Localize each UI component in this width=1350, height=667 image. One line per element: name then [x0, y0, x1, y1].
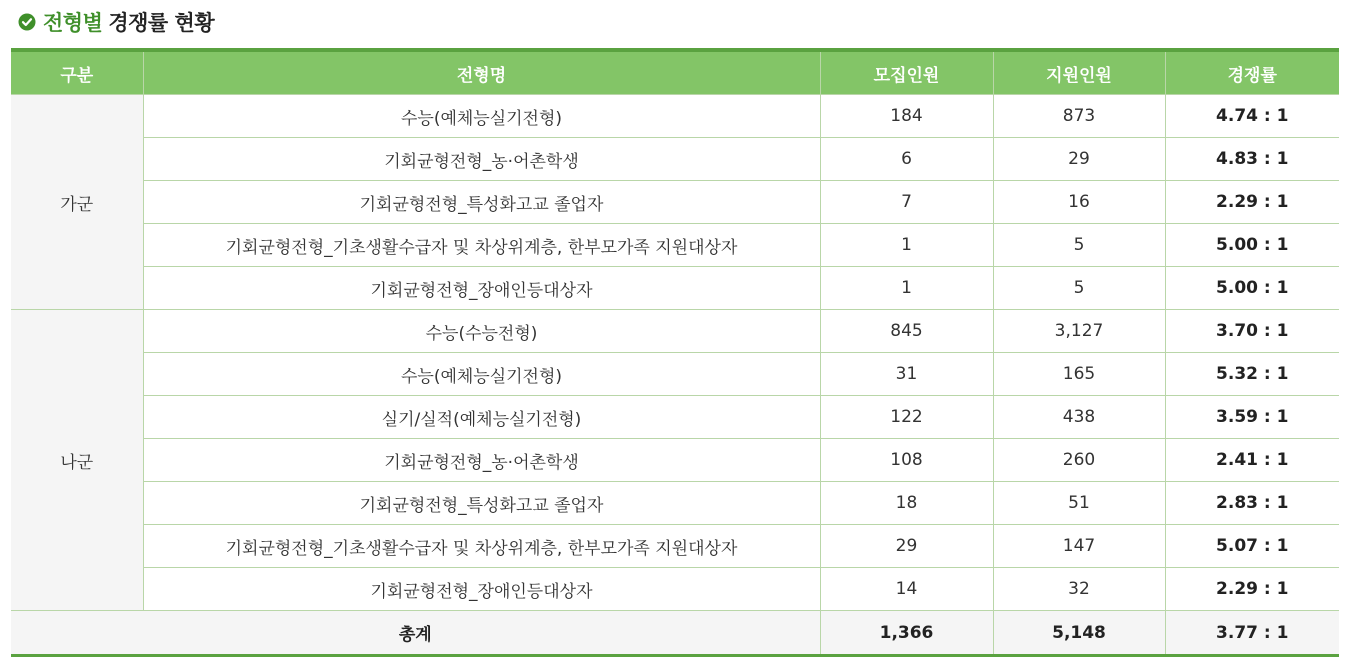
competition-rate-cell: 2.83 : 1: [1165, 482, 1339, 525]
competition-rate-cell: 5.00 : 1: [1165, 267, 1339, 310]
competition-rate-cell: 4.74 : 1: [1165, 95, 1339, 138]
recruit-count-cell: 845: [820, 310, 993, 353]
page-title-text: 경쟁률 현황: [108, 11, 215, 35]
column-header-recruit-count: 모집인원: [820, 50, 993, 95]
table-row: [11, 267, 1339, 310]
table-row: [11, 181, 1339, 224]
applicant-count-cell: 147: [993, 525, 1165, 568]
table-row: [11, 95, 1339, 138]
admission-type-cell: 실기/실적(예체능실기전형): [143, 396, 820, 439]
total-label: 총계: [11, 611, 820, 656]
applicant-count-cell: 165: [993, 353, 1165, 396]
competition-rate-cell: 3.70 : 1: [1165, 310, 1339, 353]
competition-rate-cell: 5.32 : 1: [1165, 353, 1339, 396]
competition-table: [11, 48, 1339, 657]
table-row: [11, 310, 1339, 353]
recruit-count-cell: 1: [820, 224, 993, 267]
recruit-count-cell: 1: [820, 267, 993, 310]
table-footer: [11, 611, 1339, 656]
competition-rate-cell: 2.41 : 1: [1165, 439, 1339, 482]
recruit-count-cell: 18: [820, 482, 993, 525]
recruit-count-cell: 122: [820, 396, 993, 439]
total-rate: 3.77 : 1: [1165, 611, 1339, 656]
recruit-count-cell: 7: [820, 181, 993, 224]
column-header-admission-type: 전형명: [143, 50, 820, 95]
total-applicants: 5,148: [993, 611, 1165, 656]
competition-rate-cell: 3.59 : 1: [1165, 396, 1339, 439]
table-row: [11, 224, 1339, 267]
applicant-count-cell: 5: [993, 267, 1165, 310]
admission-type-cell: 기회균형전형_특성화고교 졸업자: [143, 181, 820, 224]
applicant-count-cell: 438: [993, 396, 1165, 439]
admission-type-cell: 기회균형전형_장애인등대상자: [143, 568, 820, 611]
admission-type-cell: 기회균형전형_장애인등대상자: [143, 267, 820, 310]
table-header-row: [11, 50, 1339, 95]
table-row: [11, 525, 1339, 568]
admission-type-cell: 기회균형전형_농·어촌학생: [143, 439, 820, 482]
competition-rate-cell: 5.07 : 1: [1165, 525, 1339, 568]
recruit-count-cell: 29: [820, 525, 993, 568]
group-label: 가군: [11, 95, 143, 310]
competition-table-container: [11, 48, 1339, 657]
table-row: [11, 396, 1339, 439]
applicant-count-cell: 260: [993, 439, 1165, 482]
admission-type-cell: 기회균형전형_기초생활수급자 및 차상위계층, 한부모가족 지원대상자: [143, 224, 820, 267]
applicant-count-cell: 16: [993, 181, 1165, 224]
applicant-count-cell: 32: [993, 568, 1165, 611]
admission-type-cell: 수능(예체능실기전형): [143, 95, 820, 138]
applicant-count-cell: 3,127: [993, 310, 1165, 353]
table-header: [11, 50, 1339, 95]
page-title-accent: 전형별: [43, 11, 103, 35]
recruit-count-cell: 184: [820, 95, 993, 138]
recruit-count-cell: 6: [820, 138, 993, 181]
applicant-count-cell: 29: [993, 138, 1165, 181]
admission-type-cell: 기회균형전형_농·어촌학생: [143, 138, 820, 181]
admission-type-cell: 수능(수능전형): [143, 310, 820, 353]
applicant-count-cell: 51: [993, 482, 1165, 525]
recruit-count-cell: 14: [820, 568, 993, 611]
competition-rate-cell: 4.83 : 1: [1165, 138, 1339, 181]
column-header-category: 구분: [11, 50, 143, 95]
table-row: [11, 353, 1339, 396]
total-row: [11, 611, 1339, 656]
column-header-applicant-count: 지원인원: [993, 50, 1165, 95]
table-row: [11, 482, 1339, 525]
table-row: [11, 138, 1339, 181]
total-recruit: 1,366: [820, 611, 993, 656]
competition-rate-cell: 2.29 : 1: [1165, 181, 1339, 224]
column-header-competition-rate: 경쟁률: [1165, 50, 1339, 95]
competition-rate-cell: 2.29 : 1: [1165, 568, 1339, 611]
recruit-count-cell: 108: [820, 439, 993, 482]
applicant-count-cell: 873: [993, 95, 1165, 138]
page-title: [18, 8, 214, 36]
competition-rate-cell: 5.00 : 1: [1165, 224, 1339, 267]
table-row: [11, 439, 1339, 482]
table-body: [11, 95, 1339, 611]
table-row: [11, 568, 1339, 611]
admission-type-cell: 기회균형전형_기초생활수급자 및 차상위계층, 한부모가족 지원대상자: [143, 525, 820, 568]
recruit-count-cell: 31: [820, 353, 993, 396]
group-label: 나군: [11, 310, 143, 611]
applicant-count-cell: 5: [993, 224, 1165, 267]
admission-type-cell: 기회균형전형_특성화고교 졸업자: [143, 482, 820, 525]
admission-type-cell: 수능(예체능실기전형): [143, 353, 820, 396]
check-circle-icon: [18, 13, 36, 31]
